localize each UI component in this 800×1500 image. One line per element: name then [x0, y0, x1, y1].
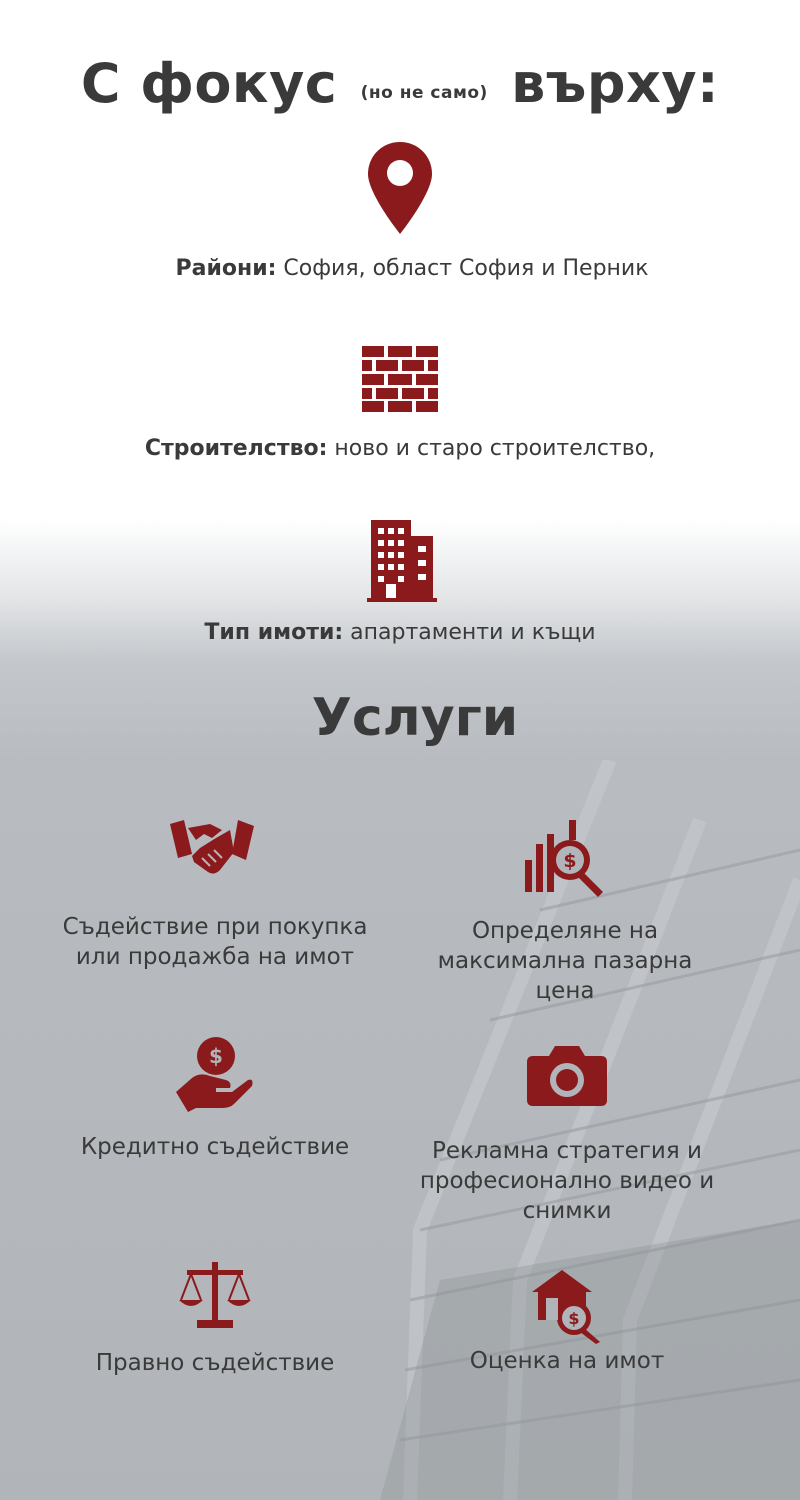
service-advertising-label: Рекламна стратегия и професионално видео и снимки: [419, 1138, 715, 1224]
services-title: Услуги: [311, 688, 519, 748]
service-credit-label: Кредитно съдействие: [80, 1134, 350, 1160]
title-small: (но не само): [360, 83, 488, 103]
hand-coin-icon: [176, 1036, 254, 1112]
service-legal-label: Правно съдействие: [95, 1350, 335, 1376]
title-part1: С фокус: [80, 52, 338, 115]
house-valuation-icon: [532, 1270, 602, 1344]
camera-icon: [527, 1044, 607, 1106]
building-icon: [2, 520, 800, 606]
service-buy-sell-label: Съдействие при покупка или продажба на имот: [62, 914, 368, 970]
service-item-valuation: [407, 1270, 727, 1376]
service-valuation-label: Оценка на имот: [469, 1348, 665, 1374]
service-max-price-label: Определяне на максимална пазарна цена: [437, 918, 693, 1004]
svg-text:$: $: [568, 1309, 580, 1328]
scales-icon: [179, 1262, 251, 1328]
handshake-icon: [170, 818, 260, 882]
focus-regions-text: София, област София и Перник: [276, 256, 649, 281]
page-title: [0, 52, 800, 115]
svg-text:$: $: [209, 1044, 223, 1068]
service-item-max-price: [405, 820, 725, 1006]
brick-wall-icon: [0, 346, 800, 416]
focus-item-regions: [12, 256, 800, 281]
service-item-credit: [55, 1036, 375, 1162]
focus-construction-text: ново и старо строителство,: [327, 436, 656, 461]
focus-item-property-type: [0, 620, 800, 645]
svg-text:$: $: [563, 850, 577, 872]
service-item-advertising: [407, 1044, 727, 1226]
focus-item-construction: [0, 436, 800, 461]
focus-regions-label: Райони:: [175, 256, 277, 281]
service-item-buy-sell: [55, 818, 375, 972]
title-part2: върху:: [511, 52, 720, 115]
focus-property-type-text: апартаменти и къщи: [343, 620, 596, 645]
price-analysis-icon: [523, 820, 607, 898]
map-pin-icon: [0, 142, 800, 238]
service-item-legal: [55, 1262, 375, 1378]
focus-construction-label: Строителство:: [144, 436, 328, 461]
focus-property-type-label: Тип имоти:: [204, 620, 344, 645]
